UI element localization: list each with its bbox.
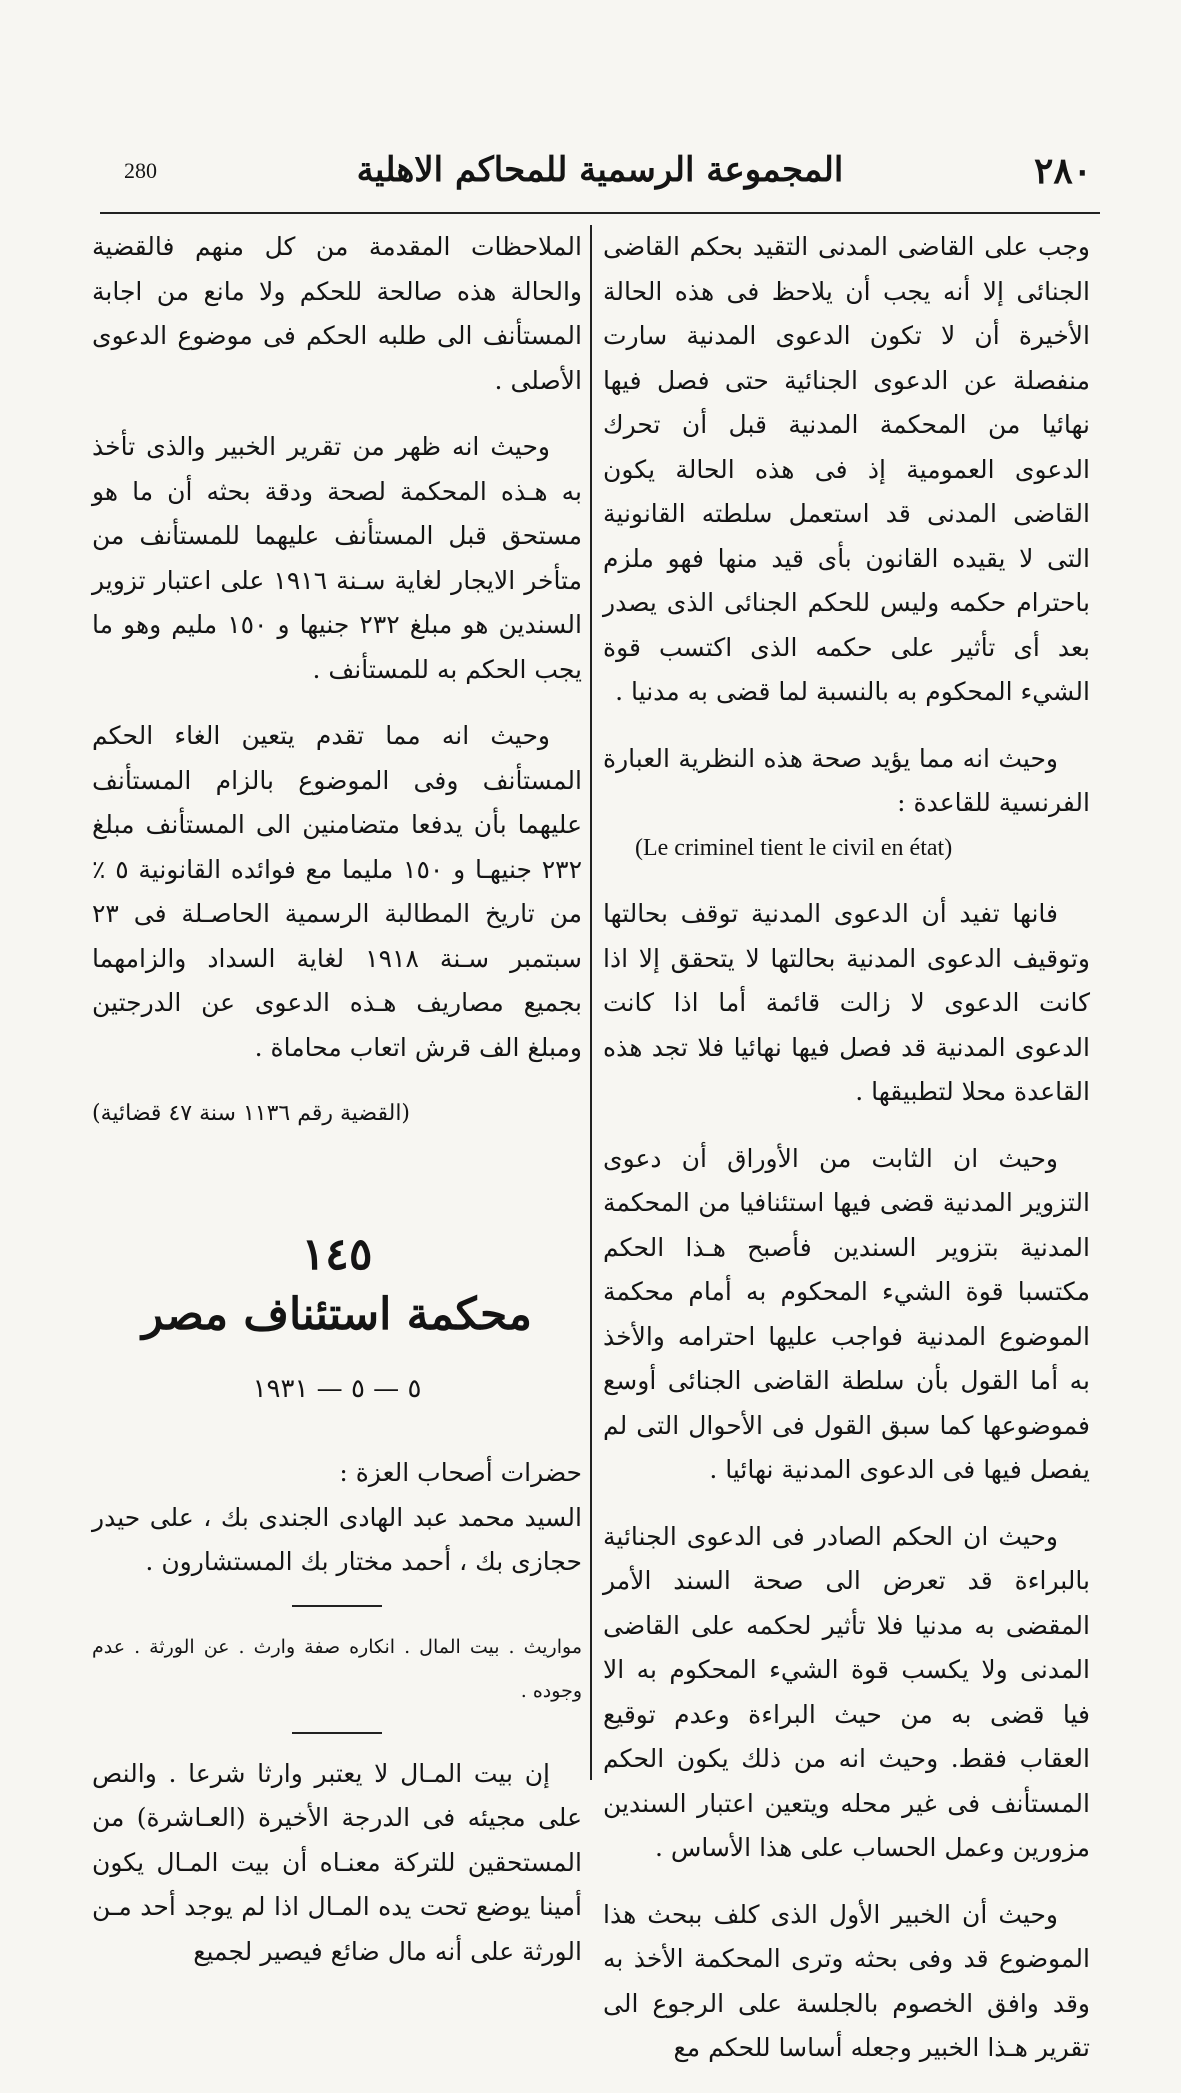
ruling-date: ٥ — ٥ — ١٩٣١ xyxy=(252,1373,422,1404)
paragraph: وحيث انه مما تقدم يتعين الغاء الحكم المستأنف وفى الموضوع بالزام المستأنف عليهما بأن يدفعا متضامنين الى المستأنف مبلغ ٢٣٢ جنيهـا و ١٥٠ مليما مع فوائده القانونية ٥ ٪ من تاريخ المطالبة الرسمية الحاصـلة فى ٢٣ سبتمبر سـنة ١٩١٨ لغاية السداد والزامهما بجميع مصاريف هـذه الدعوى عن الدرجتين ومبلغ الف قرش اتعاب محاماة . xyxy=(92,721,583,1062)
paragraph-text: وحيث انه مما يؤيد صحة هذه النظرية العبارة الفرنسية للقاعدة : xyxy=(603,743,1090,817)
column-divider xyxy=(590,225,592,1780)
paragraph: وحيث ان الحكم الصادر فى الدعوى الجنائية بالبراءة قد تعرض الى صحة السند الأمر المقضى به مدنيا فلا تأثير لحكمه على القاضى المدنى ولا يكسب قوة الشيء المحكوم به الا فيا قضى به من حيث البراءة وعدم توقيع العقاب فقط. وحيث انه من ذلك يكون الحكم المستأنف فى غير محله ويتعين اعتبار السندين مزورين وعمل الحساب على هذا الأساس . xyxy=(603,1521,1090,1862)
paragraph xyxy=(603,737,1090,871)
journal-title: المجموعة الرسمية للمحاكم الاهلية xyxy=(356,150,844,190)
right-column xyxy=(603,225,1090,2093)
page-number-arabic: ٢٨٠ xyxy=(1033,150,1092,192)
paragraph: وحيث انه ظهر من تقرير الخبير والذى تأخذ به هـذه المحكمة لصحة ودقة بحثه أن ما هو مستحق قبل المستأنف عليهما للمستأنف من متأخر الايجار لغاية سـنة ١٩١٦ على اعتبار تزوير السندين هو مبلغ ٢٣٢ جنيها و ١٥٠ مليم وهو ما يجب الحكم به للمستأنف . xyxy=(92,432,582,684)
paragraph: فانها تفيد أن الدعوى المدنية توقف بحالتها وتوقيف الدعوى المدنية بحالتها لا يتحقق إلا اذا كانت الدعوى لا زالت قائمة أما اذا كانت الدعوى المدنية قد فصل فيها نهائيا فلا تجد هذه القاعدة محلا لتطبيقها . xyxy=(603,899,1090,1106)
section-rule xyxy=(292,1605,382,1607)
page-header xyxy=(100,150,1100,220)
left-column xyxy=(92,225,582,1996)
case-number: ١٤٥ xyxy=(301,1228,373,1280)
judges-list: السيد محمد عبد الهادى الجندى بك ، على حيدر حجازى بك ، أحمد مختار بك المستشارون . xyxy=(92,1502,582,1576)
paragraph: وجب على القاضى المدنى التقيد بحكم القاضى الجنائى إلا أنه يجب أن يلاحظ فى هذه الحالة الأخيرة أن لا تكون الدعوى المدنية سارت منفصلة عن الدعوى الجنائية حتى فصل فيها نهائيا من المحكمة المدنية قبل أن تحرك الدعوى العمومية إذ فى هذه الحالة يكون القاضى المدنى قد استعمل سلطته القانونية التى لا يقيده القانون بأى قيد منها فهو ملزم باحترام حكمه وليس للحكم الجنائى الذى يصدر بعد أى تأثير على حكمه الذى اكتسب قوة الشيء المحكوم به بالنسبة لما قضى به مدنيا . xyxy=(603,232,1090,706)
keywords: مواريث . بيت المال . انكاره صفة وارث . عن الورثة . عدم وجوده . xyxy=(92,1635,582,1702)
section-rule xyxy=(292,1732,382,1734)
judges-title: حضرات أصحاب العزة : xyxy=(339,1458,582,1487)
paragraph: وحيث أن الخبير الأول الذى كلف ببحث هذا الموضوع قد وفى بحثه وترى المحكمة الأخذ به وقد وافق الخصوم بالجلسة على الرجوع الى تقرير هـذا الخبير وجعله أساسا للحكم مع xyxy=(603,1899,1090,2062)
case-citation: (القضية رقم ١١٣٦ سنة ٤٧ قضائية) xyxy=(92,1101,411,1126)
page-number-latin: 280 xyxy=(124,158,157,183)
paragraph: الملاحظات المقدمة من كل منهم فالقضية والحالة هذه صالحة للحكم ولا مانع من اجابة المستأنف الى طلبه الحكم فى موضوع الدعوى الأصلى . xyxy=(92,232,582,395)
paragraph: وحيث ان الثابت من الأوراق أن دعوى التزوير المدنية قضى فيها استئنافيا من المحكمة المدنية بتزوير السندين فأصبح هـذا الحكم مكتسبا قوة الشيء المحكوم به أمام محكمة الموضوع المدنية فواجب عليها احترامه والأخذ به أما القول بأن سلطة القاضى الجنائى أوسع فموضوعها كما سبق القول فى الأحوال التى لم يفصل فيها فى الدعوى المدنية نهائيا . xyxy=(603,1143,1090,1484)
header-rule xyxy=(100,212,1100,214)
legal-principle: إن بيت المـال لا يعتبر وارثا شرعا . والنص على مجيئه فى الدرجة الأخيرة (العـاشرة) من المستحقين للتركة معنـاه أن بيت المـال يكون أمينا يوضع تحت يده المـال اذا لم يوجد أحد مـن الورثة على أنه مال ضائع فيصير لجميع xyxy=(92,1758,582,1966)
court-name: محكمة استئناف مصر xyxy=(142,1288,532,1340)
french-maxim: (Le criminel tient le civil en état) xyxy=(635,834,953,861)
